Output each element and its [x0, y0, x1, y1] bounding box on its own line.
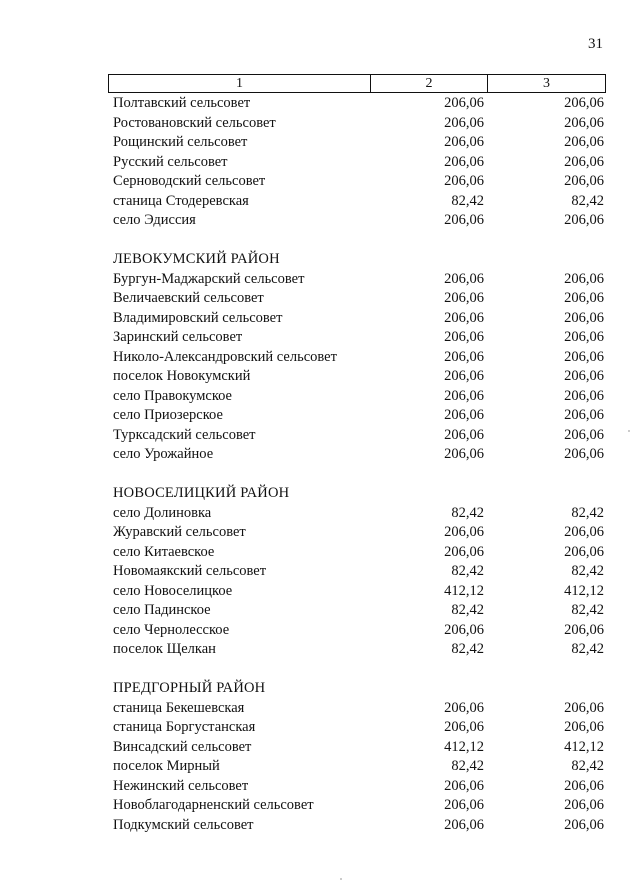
district-heading: ПРЕДГОРНЫЙ РАЙОН: [113, 680, 266, 696]
settlement-name: село Новоселицкое: [113, 582, 233, 599]
value-column-2: 206,06: [444, 543, 484, 560]
value-column-3: 206,06: [564, 114, 604, 131]
table-row: [108, 114, 606, 134]
table-row: [108, 543, 606, 563]
table-row: [108, 406, 606, 426]
value-column-2: 206,06: [444, 212, 484, 228]
table-row: [108, 211, 606, 231]
table-row: [108, 387, 606, 407]
value-column-2: 206,06: [444, 719, 484, 735]
value-column-3: 206,06: [564, 212, 604, 228]
value-column-3: 82,42: [571, 504, 604, 521]
table-row: [108, 621, 606, 641]
settlement-name: Николо-Александровский сельсовет: [113, 348, 337, 365]
table-row: [108, 426, 606, 446]
table-row: [108, 777, 606, 797]
value-column-2: 206,06: [444, 387, 484, 404]
value-column-2: 206,06: [444, 95, 484, 111]
value-column-3: 206,06: [564, 446, 604, 462]
value-column-3: 206,06: [564, 699, 604, 716]
table-row: [108, 504, 606, 524]
section-spacer: [108, 660, 606, 680]
value-column-2: 206,06: [444, 134, 484, 150]
settlement-name: Нежинский сельсовет: [113, 777, 249, 794]
settlement-name: Русский сельсовет: [113, 153, 228, 170]
table-row: [108, 562, 606, 582]
value-column-2: 206,06: [444, 368, 484, 384]
settlement-name: станица Стодеревская: [113, 192, 249, 209]
value-column-2: 206,06: [444, 777, 484, 794]
value-column-3: 206,06: [564, 797, 604, 813]
settlement-name: Величаевский сельсовет: [113, 290, 264, 306]
settlement-name: село Падинское: [113, 602, 211, 618]
table-row: [108, 153, 606, 173]
value-column-3: 206,06: [564, 95, 604, 111]
settlement-name: станица Боргустанская: [113, 719, 256, 735]
value-column-3: 206,06: [564, 329, 604, 345]
value-column-2: 206,06: [444, 270, 484, 287]
value-column-3: 206,06: [564, 368, 604, 384]
settlement-name: Ростовановский сельсовет: [113, 114, 276, 131]
value-column-2: 206,06: [444, 426, 484, 443]
settlement-name: Новоблагодарненский сельсовет: [113, 797, 314, 813]
value-column-3: 206,06: [564, 290, 604, 306]
table-body: [108, 94, 606, 835]
settlement-name: село Приозерское: [113, 407, 223, 423]
settlement-name: Винсадский сельсовет: [113, 738, 252, 755]
table-row: [108, 328, 606, 348]
table-row: [108, 757, 606, 777]
settlement-name: Заринский сельсовет: [113, 329, 243, 345]
value-column-3: 206,06: [564, 524, 604, 540]
value-column-3: 206,06: [564, 309, 604, 326]
value-column-3: 206,06: [564, 134, 604, 150]
value-column-2: 206,06: [444, 114, 484, 131]
table-row: [108, 738, 606, 758]
page-number: 31: [588, 36, 603, 52]
table-row: [108, 309, 606, 329]
table-row: [108, 348, 606, 368]
table-row: [108, 94, 606, 114]
table-row: [108, 289, 606, 309]
district-heading: НОВОСЕЛИЦКИЙ РАЙОН: [113, 485, 290, 501]
value-column-3: 206,06: [564, 621, 604, 638]
settlement-name: село Чернолесское: [113, 621, 230, 638]
value-column-3: 206,06: [564, 426, 604, 443]
value-column-3: 412,12: [564, 582, 604, 599]
value-column-2: 206,06: [444, 797, 484, 813]
value-column-3: 82,42: [571, 602, 604, 618]
settlement-name: Журавский сельсовет: [113, 524, 246, 540]
table-row: [108, 270, 606, 290]
settlement-name: Владимировский сельсовет: [113, 309, 283, 326]
value-column-2: 206,06: [444, 699, 484, 716]
value-column-3: 206,06: [564, 173, 604, 189]
settlement-name: село Правокумское: [113, 387, 232, 404]
column-header-2: 2: [371, 75, 488, 92]
column-header-3: 3: [543, 76, 550, 91]
settlement-name: поселок Мирный: [113, 758, 220, 774]
value-column-2: 206,06: [444, 407, 484, 423]
value-column-2: 82,42: [451, 602, 484, 618]
section-spacer: [108, 465, 606, 485]
table-row: [108, 523, 606, 543]
value-column-3: 206,06: [564, 270, 604, 287]
value-column-3: 412,12: [564, 738, 604, 755]
value-column-2: 206,06: [444, 524, 484, 540]
settlement-name: станица Бекешевская: [113, 699, 245, 716]
value-column-2: 82,42: [451, 563, 484, 579]
table-header: [108, 74, 606, 93]
settlement-name: село Китаевское: [113, 543, 215, 560]
value-column-2: 206,06: [444, 290, 484, 306]
value-column-3: 82,42: [571, 192, 604, 209]
settlement-name: село Эдиссия: [113, 212, 196, 228]
value-column-2: 206,06: [444, 329, 484, 345]
table-row: [108, 367, 606, 387]
value-column-3: 206,06: [564, 387, 604, 404]
scan-speck: [340, 878, 342, 880]
value-column-3: 82,42: [571, 563, 604, 579]
value-column-3: 206,06: [564, 348, 604, 365]
settlement-name: Рощинский сельсовет: [113, 134, 248, 150]
settlement-name: Бургун-Маджарский сельсовет: [113, 270, 305, 287]
settlement-name: Новомаякский сельсовет: [113, 563, 267, 579]
table-row: [108, 192, 606, 212]
table-row: [108, 133, 606, 153]
table-row: [108, 445, 606, 465]
value-column-2: 206,06: [444, 153, 484, 170]
settlement-name: Турксадский сельсовет: [113, 426, 256, 443]
table-row: [108, 172, 606, 192]
settlement-name: село Урожайное: [113, 446, 214, 462]
value-column-2: 206,06: [444, 621, 484, 638]
value-column-3: 206,06: [564, 816, 604, 833]
value-column-2: 206,06: [444, 348, 484, 365]
value-column-2: 206,06: [444, 446, 484, 462]
settlement-name: Полтавский сельсовет: [113, 95, 251, 111]
settlement-name: поселок Новокумский: [113, 368, 251, 384]
settlement-name: Серноводский сельсовет: [113, 173, 266, 189]
table-row: [108, 601, 606, 621]
district-heading: ЛЕВОКУМСКИЙ РАЙОН: [113, 251, 280, 267]
value-column-3: 206,06: [564, 719, 604, 735]
value-column-2: 412,12: [444, 582, 484, 599]
value-column-3: 82,42: [571, 641, 604, 657]
section-spacer: [108, 231, 606, 251]
value-column-3: 206,06: [564, 407, 604, 423]
table-row: [108, 816, 606, 836]
settlement-name: село Долиновка: [113, 504, 212, 521]
value-column-3: 82,42: [571, 758, 604, 774]
value-column-3: 206,06: [564, 777, 604, 794]
scan-speck: [628, 430, 630, 432]
table-row: [108, 699, 606, 719]
value-column-2: 206,06: [444, 816, 484, 833]
table-row: [108, 582, 606, 602]
table-row: [108, 796, 606, 816]
value-column-2: 82,42: [451, 758, 484, 774]
value-column-2: 412,12: [444, 738, 484, 755]
value-column-2: 206,06: [444, 173, 484, 189]
value-column-2: 82,42: [451, 641, 484, 657]
table-row: [108, 640, 606, 660]
value-column-2: 82,42: [451, 192, 484, 209]
value-column-2: 82,42: [451, 504, 484, 521]
table-row: [108, 718, 606, 738]
settlement-name: Подкумский сельсовет: [113, 816, 254, 833]
column-header-1: 1: [109, 75, 371, 92]
settlement-name: поселок Щелкан: [113, 641, 216, 657]
value-column-3: 206,06: [564, 543, 604, 560]
value-column-2: 206,06: [444, 309, 484, 326]
value-column-3: 206,06: [564, 153, 604, 170]
